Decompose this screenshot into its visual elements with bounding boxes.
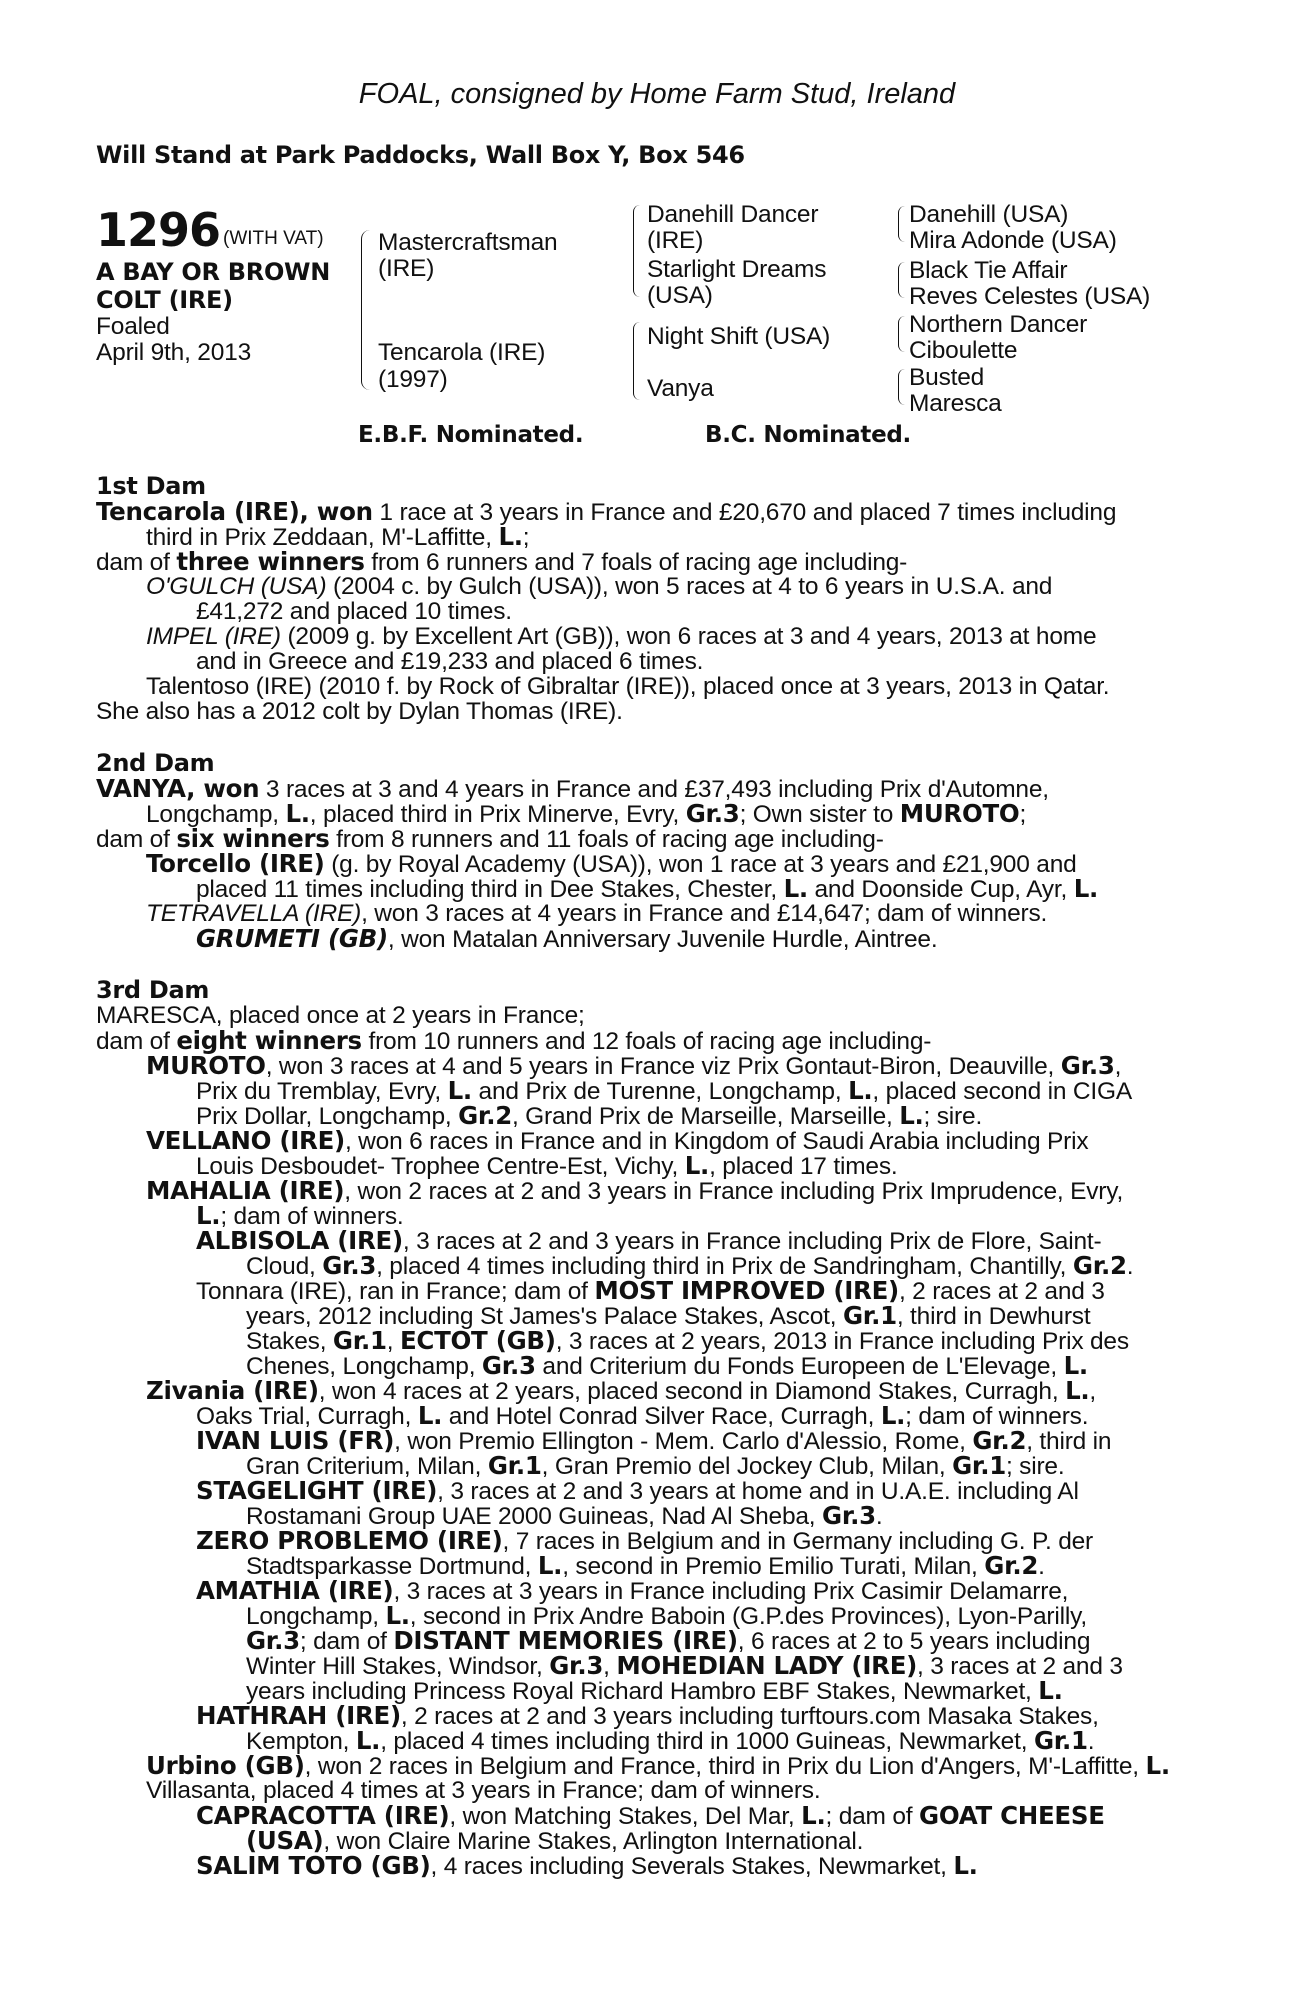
dam2-line: Longchamp, L., placed third in Prix Minerve, Evry, Gr.3; Own sister to MUROTO; [146,799,1027,828]
sires-dam-country: (USA) [647,282,713,309]
dam3-line: Rostamani Group UAE 2000 Guineas, Nad Al Sheba, Gr.3. [246,1501,883,1530]
dam3-line: Prix du Tremblay, Evry, L. and Prix de Turenne, Longchamp, L., placed second in CIGA [196,1076,1132,1105]
dam3-line: Stakes, Gr.1, ECTOT (GB), 3 races at 2 years, 2013 in France including Prix des [246,1326,1129,1355]
dam3-line: Louis Desboudet- Trophee Centre-Est, Vichy, L., placed 17 times. [196,1151,898,1180]
dam3-line: Prix Dollar, Longchamp, Gr.2, Grand Prix de Marseille, Marseille, L.; sire. [196,1101,983,1130]
dam3-line: MARESCA, placed once at 2 years in France; [96,1002,585,1029]
dam3-line: Tonnara (IRE), ran in France; dam of MOST IMPROVED (IRE), 2 races at 2 and 3 [196,1276,1105,1305]
ancestor-dsd: Ciboulette [909,337,1018,364]
dam1-line: and in Greece and £19,233 and placed 6 times. [196,648,704,675]
ancestor-sds: Black Tie Affair [909,257,1068,284]
lot-number: 1296 [96,203,221,257]
dam3-line: MUROTO, won 3 races at 4 and 5 years in France viz Prix Gontaut-Biron, Deauville, Gr.3, [146,1051,1122,1080]
dam3-line: HATHRAH (IRE), 2 races at 2 and 3 years including turftours.com Masaka Stakes, [196,1701,1099,1730]
first-dam-title: 1st Dam [96,472,206,500]
dams-sire: Night Shift (USA) [647,323,831,350]
pedigree-brace-1 [361,230,372,390]
catalogue-heading: FOAL, consigned by Home Farm Stud, Ireland [358,78,956,110]
ebf-nomination: E.B.F. Nominated. [358,422,584,448]
dam3-line: STAGELIGHT (IRE), 3 races at 2 and 3 years at home and in U.A.E. including Al [196,1476,1079,1505]
ancestor-ssd: Mira Adonde (USA) [909,227,1117,254]
lot-description-line1: A BAY OR BROWN [96,258,331,286]
dam1-line: She also has a 2012 colt by Dylan Thomas (IRE). [96,698,623,725]
dams-dam: Vanya [647,375,714,402]
dam-year: (1997) [378,366,448,393]
dam3-line: SALIM TOTO (GB), 4 races including Severals Stakes, Newmarket, L. [196,1851,978,1880]
sire-name: Mastercraftsman [378,229,558,256]
dam1-line: £41,272 and placed 10 times. [196,598,512,625]
dam3-line: Villasanta, placed 4 times at 3 years in France; dam of winners. [146,1777,821,1804]
pedigree-brace-3b [898,262,906,298]
second-dam-title: 2nd Dam [96,749,215,777]
dam3-line: Stadtsparkasse Dortmund, L., second in Premio Emilio Turati, Milan, Gr.2. [246,1551,1045,1580]
dam3-line: years including Princess Royal Richard Hambro EBF Stakes, Newmarket, L. [246,1676,1063,1705]
sire-country: (IRE) [378,255,435,282]
dam2-line: TETRAVELLA (IRE), won 3 races at 4 years in France and £14,647; dam of winners. [146,900,1048,927]
dam3-line: IVAN LUIS (FR), won Premio Ellington - Mem. Carlo d'Alessio, Rome, Gr.2, third in [196,1426,1112,1455]
dam3-line: Gran Criterium, Milan, Gr.1, Gran Premio del Jockey Club, Milan, Gr.1; sire. [246,1451,1065,1480]
pedigree-brace-3c [898,316,906,352]
pedigree-brace-2a [633,205,642,297]
dam1-line: O'GULCH (USA) (2004 c. by Gulch (USA)), won 5 races at 4 to 6 years in U.S.A. and [146,573,1053,600]
dam3-line: Cloud, Gr.3, placed 4 times including third in Prix de Sandringham, Chantilly, Gr.2. [246,1251,1134,1280]
dam3-line: ALBISOLA (IRE), 3 races at 2 and 3 years in France including Prix de Flore, Saint- [196,1226,1102,1255]
sires-sire-country: (IRE) [647,227,704,254]
dam3-line: MAHALIA (IRE), won 2 races at 2 and 3 years in France including Prix Imprudence, Evry, [146,1176,1124,1205]
dam2-line: dam of six winners from 8 runners and 11 foals of racing age including- [96,824,884,853]
dam2-line: Torcello (IRE) (g. by Royal Academy (USA)), won 1 race at 3 years and £21,900 and [146,849,1077,878]
ancestor-sdd: Reves Celestes (USA) [909,283,1151,310]
sires-dam-name: Starlight Dreams [647,256,827,283]
dam3-line: years, 2012 including St James's Palace Stakes, Ascot, Gr.1, third in Dewhurst [246,1301,1091,1330]
pedigree-brace-2b [633,322,642,400]
dam2-line: VANYA, won 3 races at 3 and 4 years in France and £37,493 including Prix d'Automne, [96,774,1049,803]
dam1-line: Talentoso (IRE) (2010 f. by Rock of Gibraltar (IRE)), placed once at 3 years, 2013 in Qatar. [146,673,1110,700]
lot-description-line2: COLT (IRE) [96,286,233,314]
dam3-line: VELLANO (IRE), won 6 races in France and in Kingdom of Saudi Arabia including Prix [146,1126,1089,1155]
dam1-line: dam of three winners from 6 runners and 7 foals of racing age including- [96,547,908,576]
third-dam-title: 3rd Dam [96,976,210,1004]
bc-nomination: B.C. Nominated. [705,422,911,448]
dam3-line: ZERO PROBLEMO (IRE), 7 races in Belgium and in Germany including G. P. der [196,1526,1094,1555]
ancestor-dds: Busted [909,364,985,391]
dam3-line: Winter Hill Stakes, Windsor, Gr.3, MOHEDIAN LADY (IRE), 3 races at 2 and 3 [246,1651,1123,1680]
dam3-line: Oaks Trial, Curragh, L. and Hotel Conrad Silver Race, Curragh, L.; dam of winners. [196,1401,1089,1430]
sires-sire-name: Danehill Dancer [647,201,819,228]
dam3-line: (USA), won Claire Marine Stakes, Arlington International. [246,1826,864,1855]
dam3-line: CAPRACOTTA (IRE), won Matching Stakes, Del Mar, L.; dam of GOAT CHEESE [196,1801,1105,1830]
vat-note: (WITH VAT) [223,228,324,249]
pedigree-brace-3a [898,206,906,242]
dam1-line: IMPEL (IRE) (2009 g. by Excellent Art (GB)), won 6 races at 3 and 4 years, 2013 at home [146,623,1097,650]
dam2-line: placed 11 times including third in Dee Stakes, Chester, L. and Doonside Cup, Ayr, L. [196,874,1099,903]
dam3-line: Chenes, Longchamp, Gr.3 and Criterium du Fonds Europeen de L'Elevage, L. [246,1351,1088,1380]
ancestor-sss: Danehill (USA) [909,201,1069,228]
dam3-line: Kempton, L., placed 4 times including third in 1000 Guineas, Newmarket, Gr.1. [246,1726,1095,1755]
stand-location: Will Stand at Park Paddocks, Wall Box Y, Box 546 [96,141,745,169]
dam2-line: GRUMETI (GB), won Matalan Anniversary Juvenile Hurdle, Aintree. [196,924,938,953]
dam3-line: Gr.3; dam of DISTANT MEMORIES (IRE), 6 races at 2 to 5 years including [246,1626,1091,1655]
dam3-line: L.; dam of winners. [196,1201,404,1230]
pedigree-brace-3d [898,369,906,405]
dam1-line: third in Prix Zeddaan, M'-Laffitte, L.; [146,522,530,551]
foaled-date: April 9th, 2013 [96,339,251,366]
dam3-line: Zivania (IRE), won 4 races at 2 years, placed second in Diamond Stakes, Curragh, L., [146,1376,1097,1405]
dam3-line: AMATHIA (IRE), 3 races at 3 years in France including Prix Casimir Delamarre, [196,1576,1069,1605]
dam3-line: Urbino (GB), won 2 races in Belgium and France, third in Prix du Lion d'Angers, M'-Laffitte, L. [146,1751,1170,1780]
ancestor-ddd: Maresca [909,390,1002,417]
dam1-line: Tencarola (IRE), won 1 race at 3 years in France and £20,670 and placed 7 times including [96,497,1117,526]
ancestor-dss: Northern Dancer [909,311,1088,338]
dam3-line: dam of eight winners from 10 runners and 12 foals of racing age including- [96,1026,932,1055]
dam3-line: Longchamp, L., second in Prix Andre Baboin (G.P.des Provinces), Lyon-Parilly, [246,1601,1087,1630]
foaled-label: Foaled [96,313,170,340]
dam-name: Tencarola (IRE) [378,339,546,366]
